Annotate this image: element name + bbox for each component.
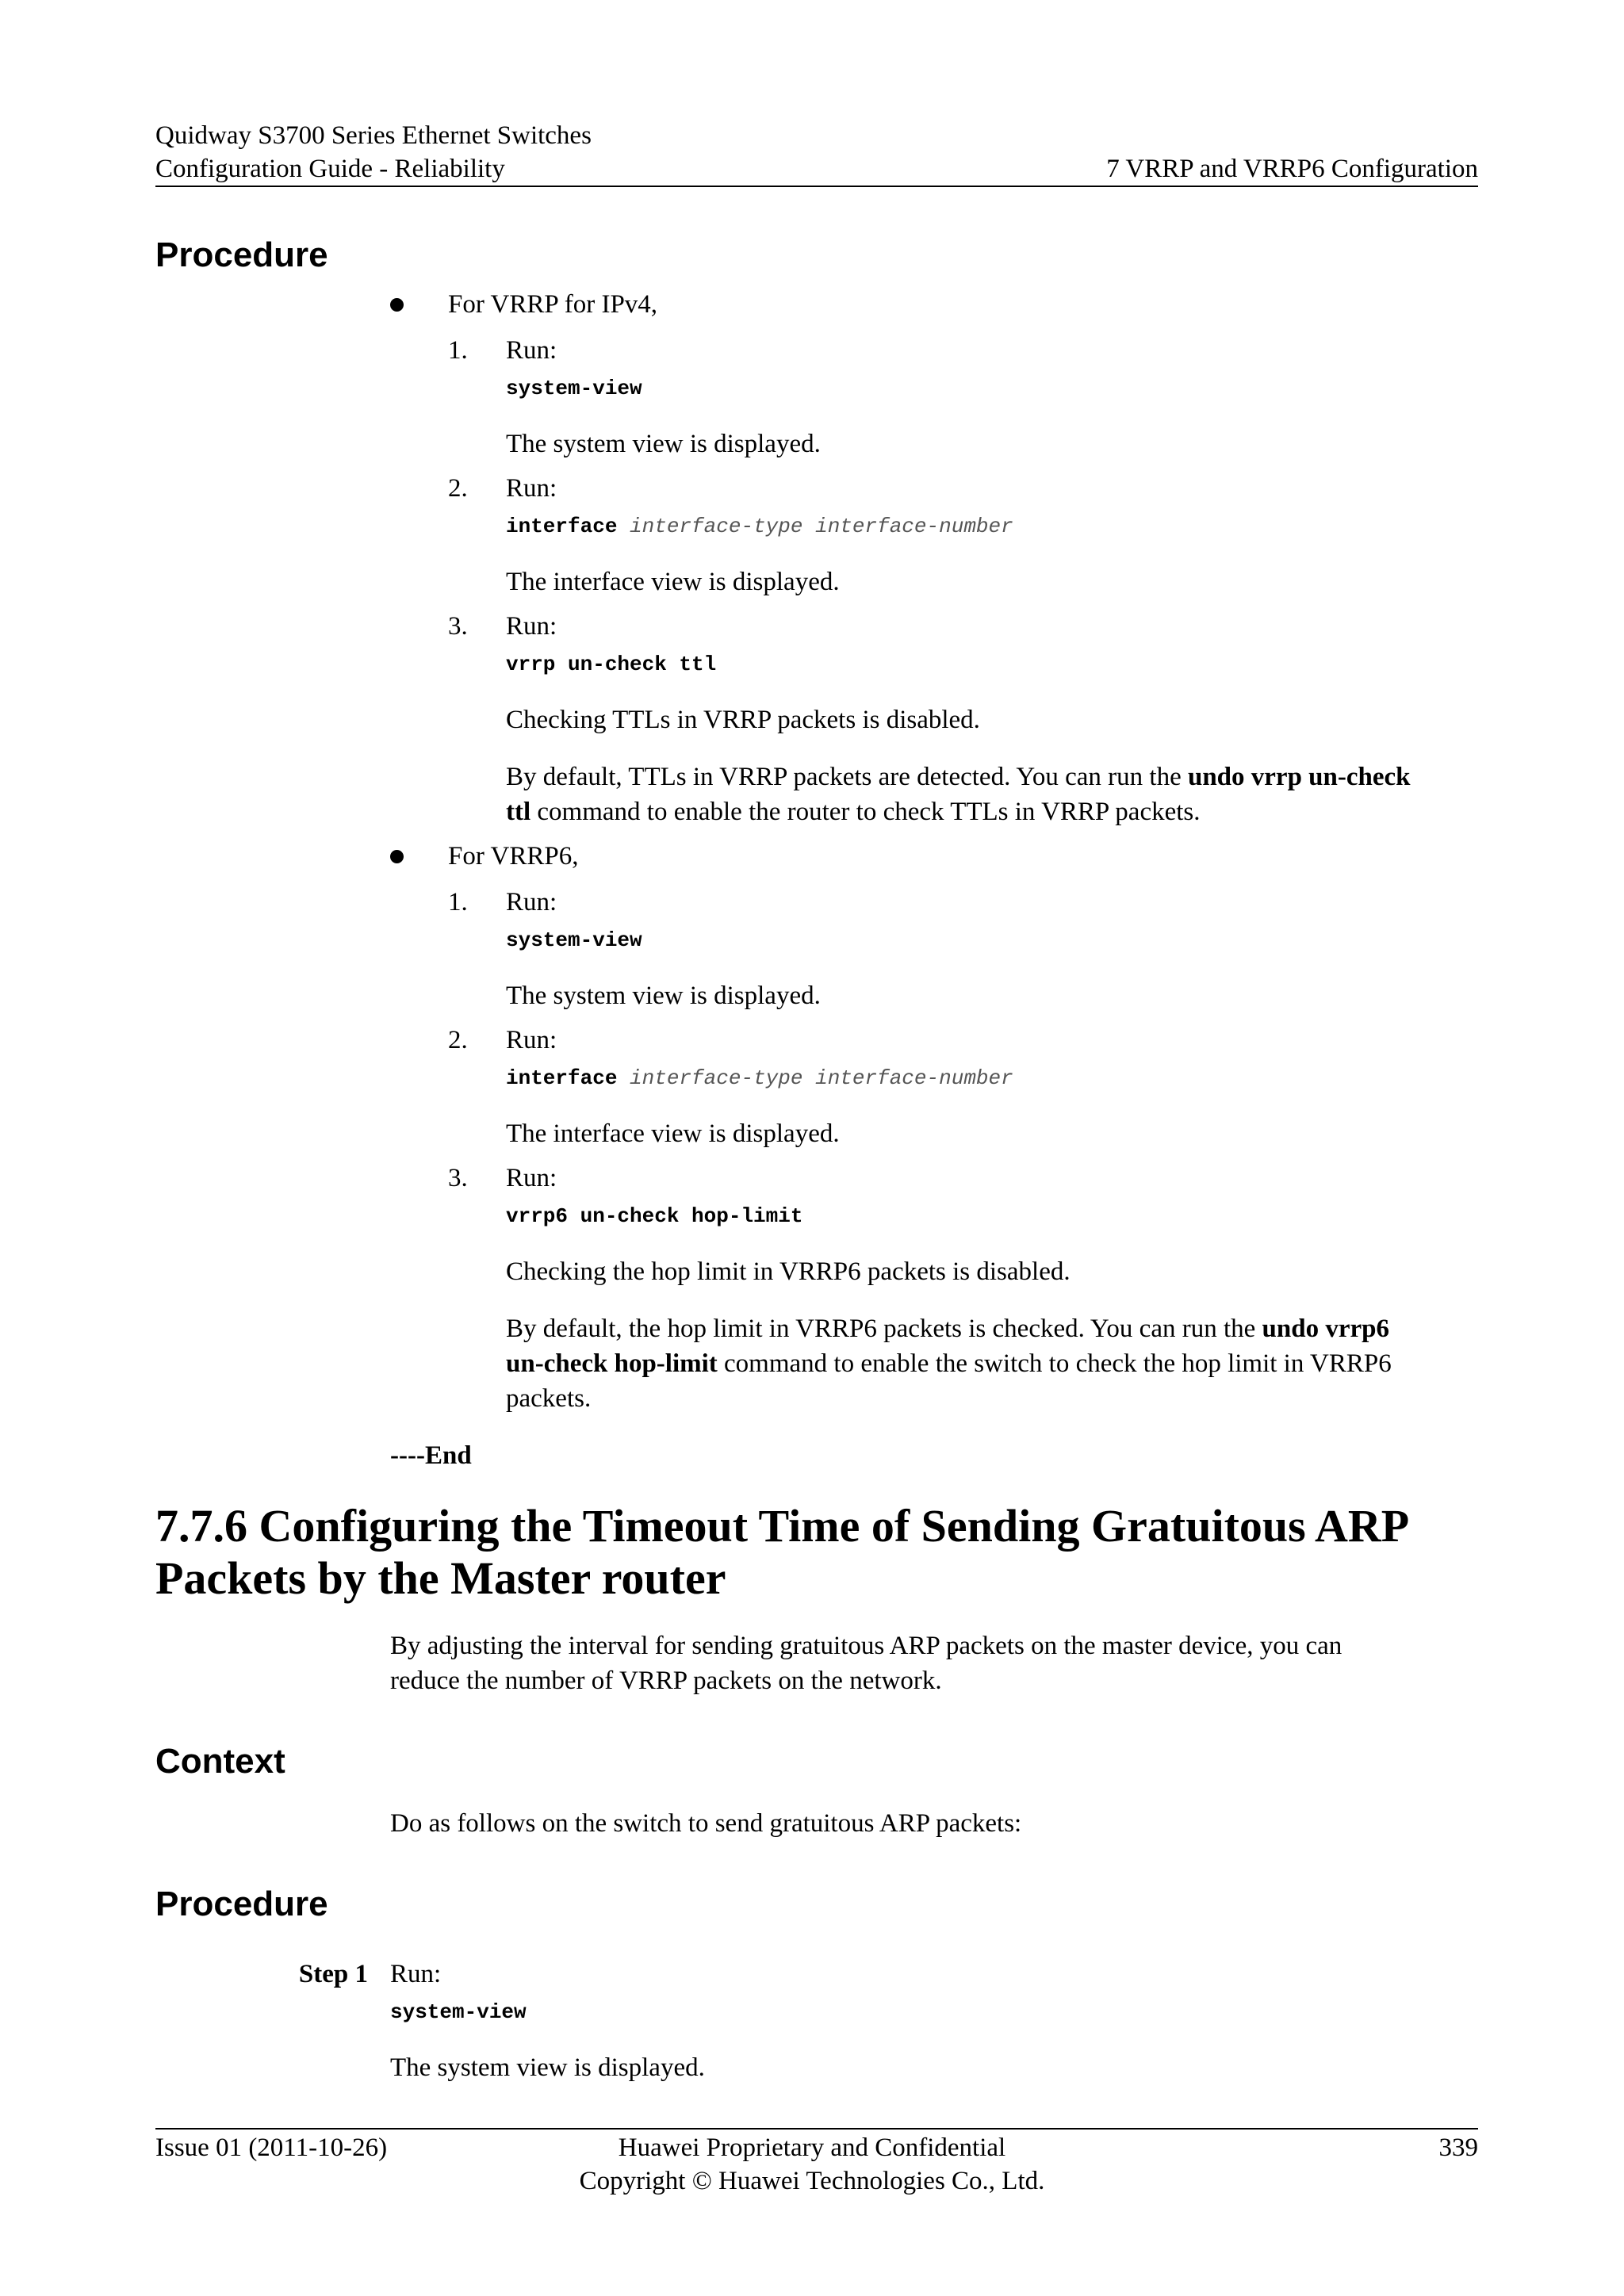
step-run-label: Run:: [506, 1164, 557, 1192]
command-text: system-view: [506, 377, 642, 400]
step-note: By default, TTLs in VRRP packets are detected. You can run the undo vrrp un-check ttl command to enable the router to check TTLs in VRRP packets.: [506, 763, 1411, 826]
step-number: 2.: [448, 474, 468, 503]
section-title-line1: 7.7.6 Configuring the Timeout Time of Sending Gratuitous ARP: [155, 1500, 1410, 1552]
step-description: The interface view is displayed.: [506, 568, 840, 596]
step-run-label: Run:: [506, 612, 557, 641]
step-run-label: Run:: [506, 336, 557, 365]
context-text: Do as follows on the switch to send gratuitous ARP packets:: [390, 1809, 1022, 1838]
step-description: Checking the hop limit in VRRP6 packets is disabled.: [506, 1257, 1071, 1286]
step-description: The interface view is displayed.: [506, 1119, 840, 1148]
intro-line1: By adjusting the interval for sending gratuitous ARP packets on the master device, you can: [390, 1632, 1342, 1660]
section-title-line2: Packets by the Master router: [155, 1552, 726, 1604]
step-number: 3.: [448, 1164, 468, 1192]
step-note: By default, the hop limit in VRRP6 packets is checked. You can run the undo vrrp6 un-check hop-limit command to enable the switch to check the hop limit in VRRP6 packets.: [506, 1314, 1392, 1413]
page-number: 339: [1438, 2133, 1478, 2162]
step-run-label: Run:: [506, 474, 557, 503]
step-description: The system view is displayed.: [506, 982, 821, 1010]
procedure2-heading: Procedure: [155, 1885, 328, 1923]
step-number: 3.: [448, 612, 468, 641]
step-description: The system view is displayed.: [390, 2053, 705, 2082]
command-text: system-view: [390, 2000, 527, 2024]
bullet-vrrp6-text: For VRRP6,: [448, 842, 579, 871]
context-heading: Context: [155, 1742, 285, 1781]
header-chapter: 7 VRRP and VRRP6 Configuration: [1106, 155, 1478, 183]
step-run-label: Run:: [506, 888, 557, 916]
header-guide: Configuration Guide - Reliability: [155, 155, 505, 183]
end-marker: ----End: [390, 1441, 472, 1470]
command-text: system-view: [506, 928, 642, 952]
step-number: 1.: [448, 888, 468, 916]
step-number: 1.: [448, 336, 468, 365]
bullet-icon: [390, 298, 404, 312]
step-description: Checking TTLs in VRRP packets is disabled.: [506, 706, 980, 734]
step-run-label: Run:: [390, 1960, 442, 1988]
procedure-heading: Procedure: [155, 235, 328, 274]
step-number: 2.: [448, 1026, 468, 1054]
bullet-ipv4-text: For VRRP for IPv4,: [448, 290, 658, 319]
footer-issue: Issue 01 (2011-10-26): [155, 2133, 388, 2162]
header-rule: [155, 186, 1478, 187]
intro-line2: reduce the number of VRRP packets on the network.: [390, 1667, 942, 1695]
bullet-icon: [390, 850, 404, 863]
footer-copyright: Copyright © Huawei Technologies Co., Ltd.: [579, 2167, 1045, 2195]
footer-confidential: Huawei Proprietary and Confidential: [618, 2133, 1006, 2162]
command-text: vrrp6 un-check hop-limit: [506, 1204, 803, 1228]
command-text: vrrp un-check ttl: [506, 652, 717, 676]
footer-rule: [155, 2128, 1478, 2130]
step-run-label: Run:: [506, 1026, 557, 1054]
command-text: interface interface-type interface-number: [506, 1066, 1013, 1090]
step1-label: Step 1: [298, 1960, 368, 1988]
header-product: Quidway S3700 Series Ethernet Switches: [155, 121, 592, 150]
command-text: interface interface-type interface-number: [506, 515, 1013, 538]
step-description: The system view is displayed.: [506, 430, 821, 458]
